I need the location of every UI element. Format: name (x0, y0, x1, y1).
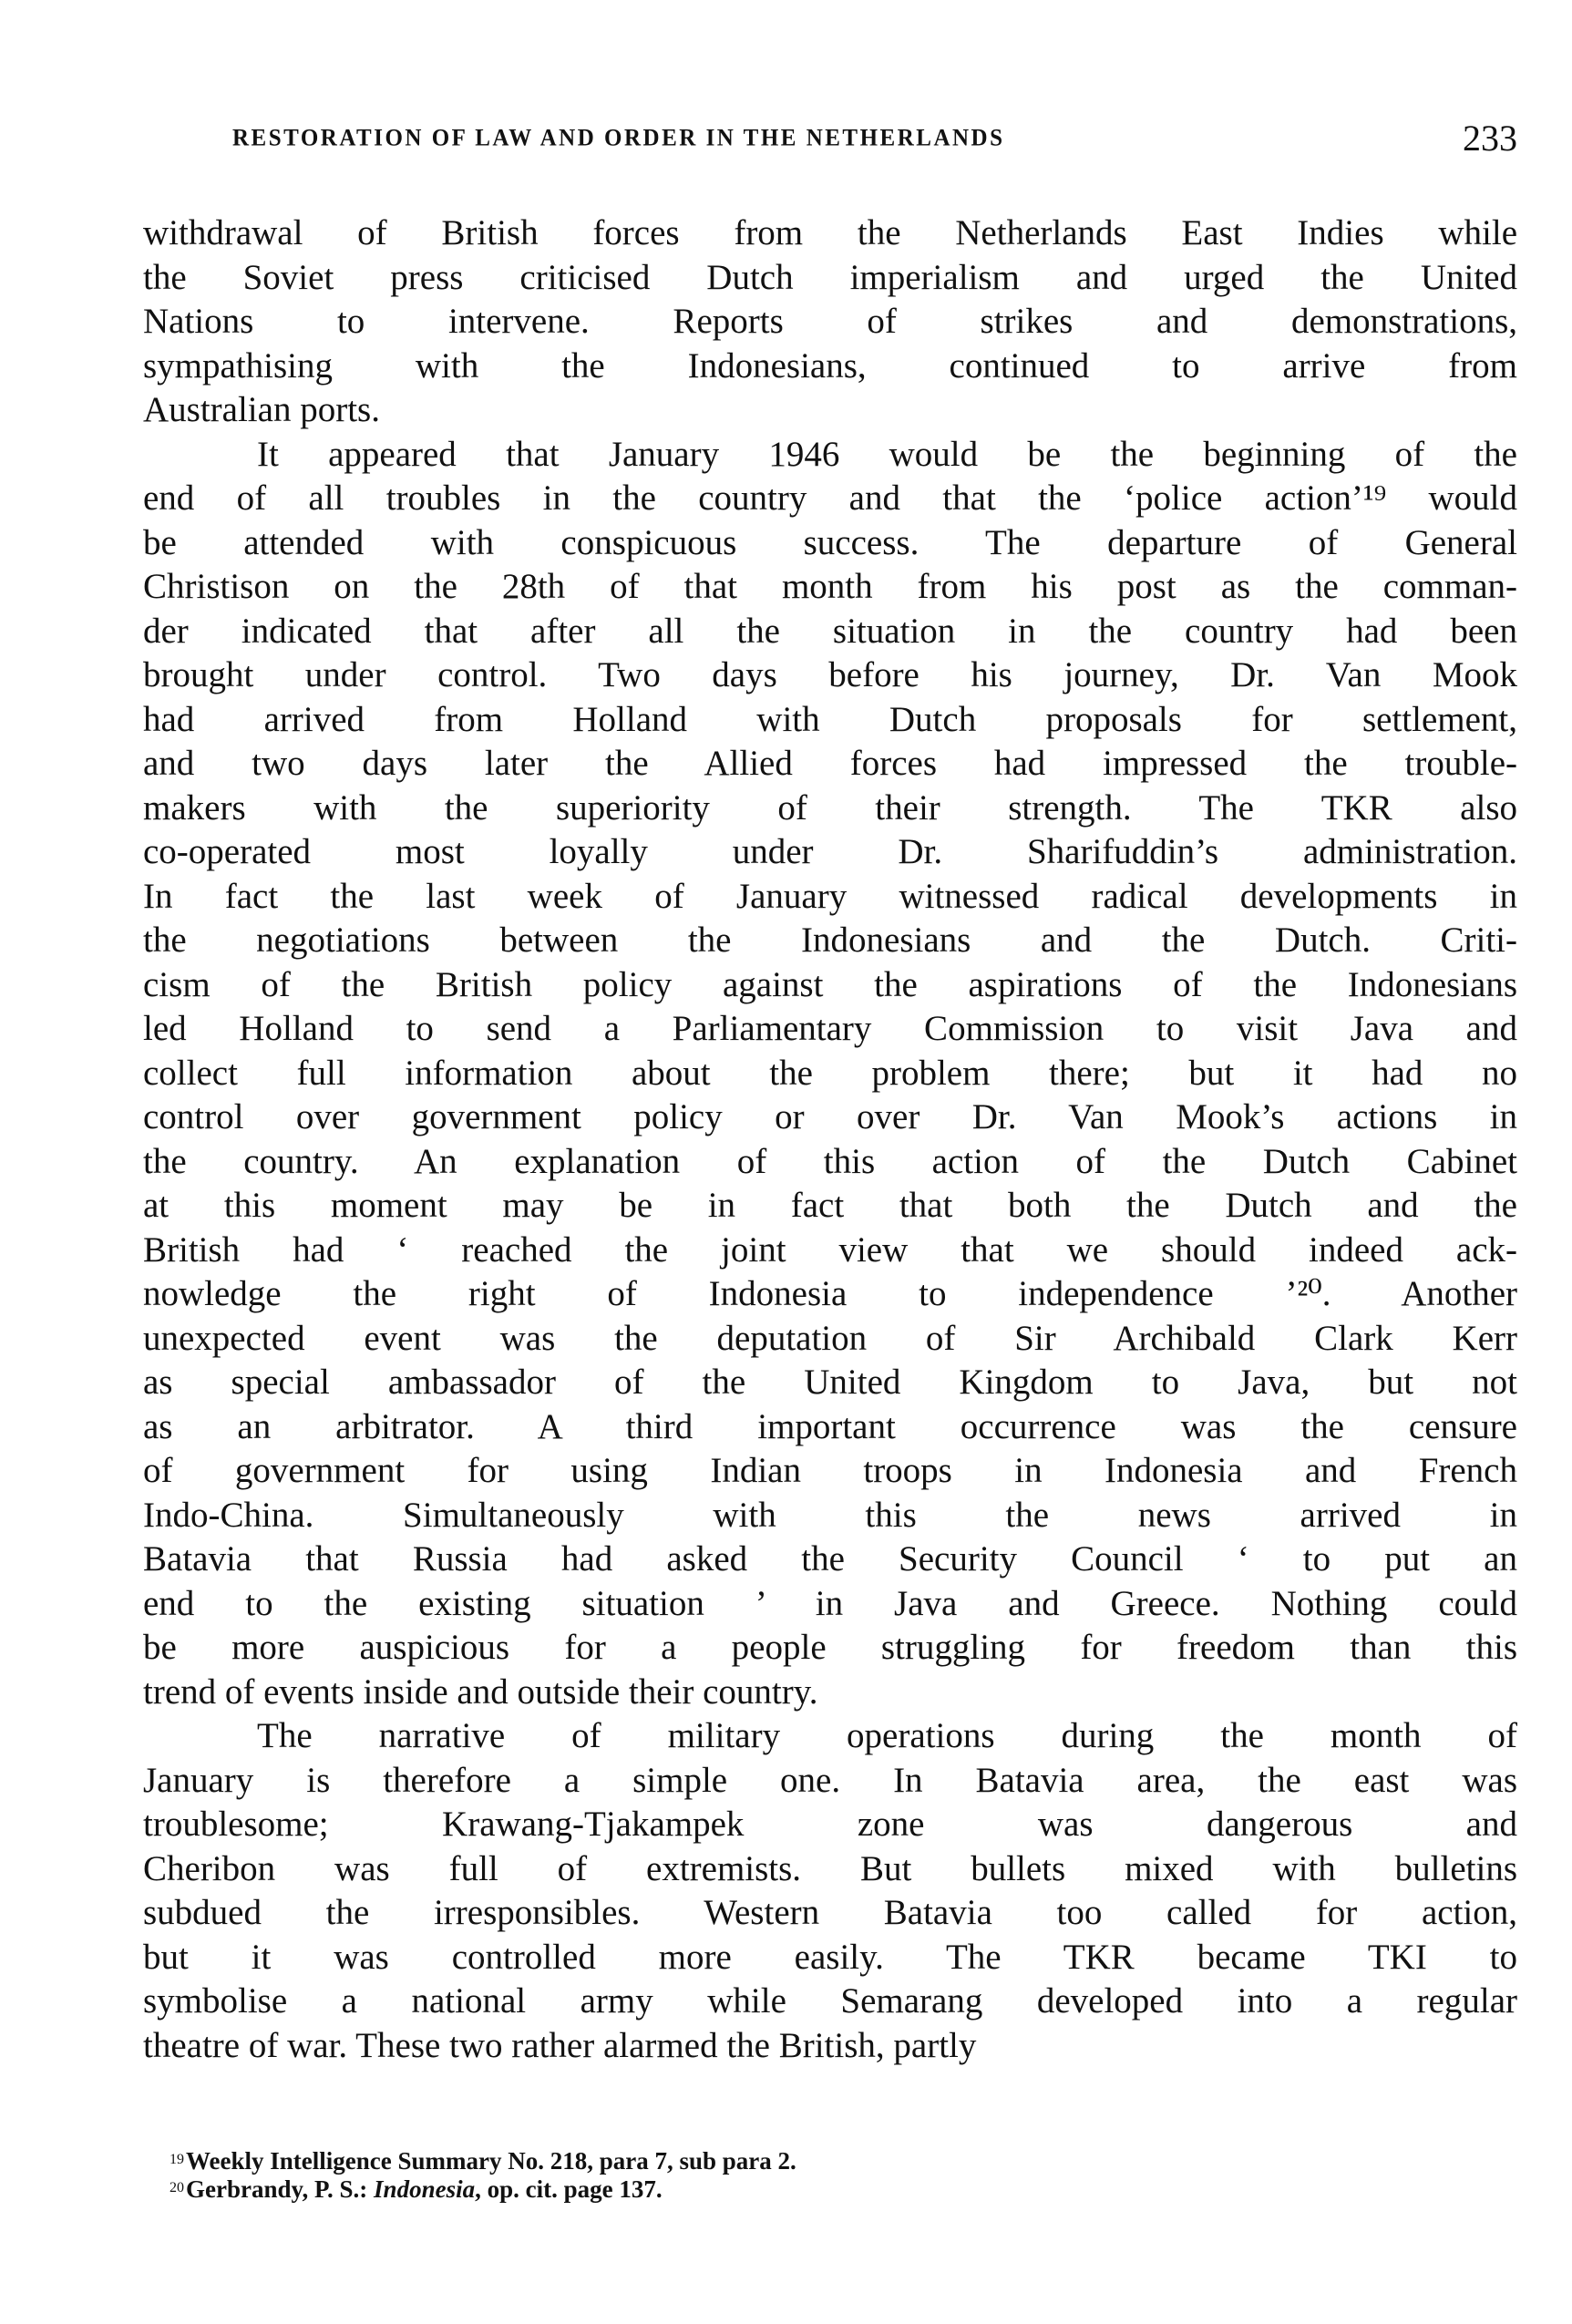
text-line: trend of events inside and outside their country. (143, 1671, 818, 1712)
text-line: subdued the irresponsibles. Western Batavia too called for action, (143, 1893, 1517, 1932)
text-line: cism of the British policy against the aspirations of the Indonesians (143, 964, 1517, 1004)
running-header (232, 117, 1517, 162)
page-number: 233 (1463, 118, 1517, 159)
text-line: but it was controlled more easily. The TKR became TKI to (143, 1937, 1517, 1977)
text-line: In fact the last week of January witnessed radical developments in (143, 876, 1517, 916)
footnote-20 (170, 2175, 1354, 2203)
text-line: the negotiations between the Indonesians and the Dutch. Criti- (143, 920, 1517, 960)
text-line: symbolise a national army while Semarang developed into a regular (143, 1981, 1517, 2021)
paragraph (143, 433, 1517, 1715)
footnote-text: Weekly Intelligence Summary No. 218, para 7, sub para 2. (186, 2147, 796, 2175)
text-line: der indicated that after all the situation in the country had been (143, 611, 1517, 651)
text-line: withdrawal of British forces from the Netherlands East Indies while (143, 213, 1517, 252)
text-line: Christison on the 28th of that month from his post as the comman- (143, 567, 1517, 606)
text-line: The narrative of military operations during the month of (257, 1716, 1517, 1755)
text-line: be attended with conspicuous success. The departure of General (143, 522, 1517, 562)
paragraph (143, 211, 1517, 433)
text-line: makers with the superiority of their strength. The TKR also (143, 787, 1517, 828)
running-title: RESTORATION OF LAW AND ORDER IN THE NETHERLANDS (232, 125, 1005, 151)
footnote-mark: 19 (170, 2152, 184, 2167)
text-line: as special ambassador of the United Kingdom to Java, but not (143, 1363, 1517, 1402)
text-line: as an arbitrator. A third important occurrence was the censure (143, 1406, 1517, 1446)
text-line: theatre of war. These two rather alarmed the British, partly (143, 2025, 977, 2065)
body-text (143, 211, 1517, 2068)
text-line: Batavia that Russia had asked the Security Council ‘ to put an (143, 1539, 1517, 1578)
text-line: control over government policy or over Dr. Van Mook’s actions in (143, 1097, 1517, 1136)
text-line: led Holland to send a Parliamentary Commission to visit Java and (143, 1009, 1517, 1048)
text-line: Indo-China. Simultaneously with this the news arrived in (143, 1495, 1517, 1535)
text-line: the Soviet press criticised Dutch imperialism and urged the United (143, 257, 1517, 297)
text-line: British had ‘ reached the joint view that we should indeed ack- (143, 1229, 1517, 1270)
text-line: nowledge the right of Indonesia to independence ’²⁰. Another (143, 1274, 1517, 1313)
footnote-mark: 20 (170, 2180, 184, 2195)
text-line: co-operated most loyally under Dr. Sharifuddin’s administration. (143, 832, 1517, 871)
text-line: It appeared that January 1946 would be the beginning of the (257, 434, 1517, 474)
text-line: January is therefore a simple one. In Batavia area, the east was (143, 1760, 1517, 1800)
footnote-text: Gerbrandy, P. S.: (186, 2175, 375, 2203)
text-line: brought under control. Two days before his journey, Dr. Van Mook (143, 655, 1517, 694)
text-line: be more auspicious for a people struggling for freedom than this (143, 1628, 1517, 1667)
text-line: end to the existing situation ’ in Java and Greece. Nothing could (143, 1583, 1517, 1623)
text-line: unexpected event was the deputation of Sir Archibald Clark Kerr (143, 1318, 1517, 1358)
text-line: had arrived from Holland with Dutch proposals for settlement, (143, 699, 1517, 739)
footnotes (170, 2146, 1354, 2203)
paragraph (143, 1714, 1517, 2068)
text-line: Australian ports. (143, 390, 380, 429)
text-line: and two days later the Allied forces had impressed the trouble- (143, 744, 1517, 783)
text-line: sympathising with the Indonesians, continued to arrive from (143, 345, 1517, 386)
footnote-title: Indonesia (374, 2175, 476, 2203)
text-line: Nations to intervene. Reports of strikes and demonstrations, (143, 302, 1517, 341)
text-line: the country. An explanation of this action of the Dutch Cabinet (143, 1141, 1517, 1181)
text-line: of government for using Indian troops in Indonesia and French (143, 1451, 1517, 1490)
text-line: end of all troubles in the country and that the ‘police action’¹⁹ would (143, 478, 1517, 518)
text-line: Cheribon was full of extremists. But bullets mixed with bulletins (143, 1848, 1517, 1888)
text-line: at this moment may be in fact that both the Dutch and the (143, 1186, 1517, 1225)
footnote-19 (170, 2146, 1354, 2175)
text-line: collect full information about the problem there; but it had no (143, 1053, 1517, 1093)
footnote-text: , op. cit. page 137. (475, 2175, 663, 2203)
text-line: troublesome; Krawang-Tjakampek zone was dangerous and (143, 1805, 1517, 1844)
